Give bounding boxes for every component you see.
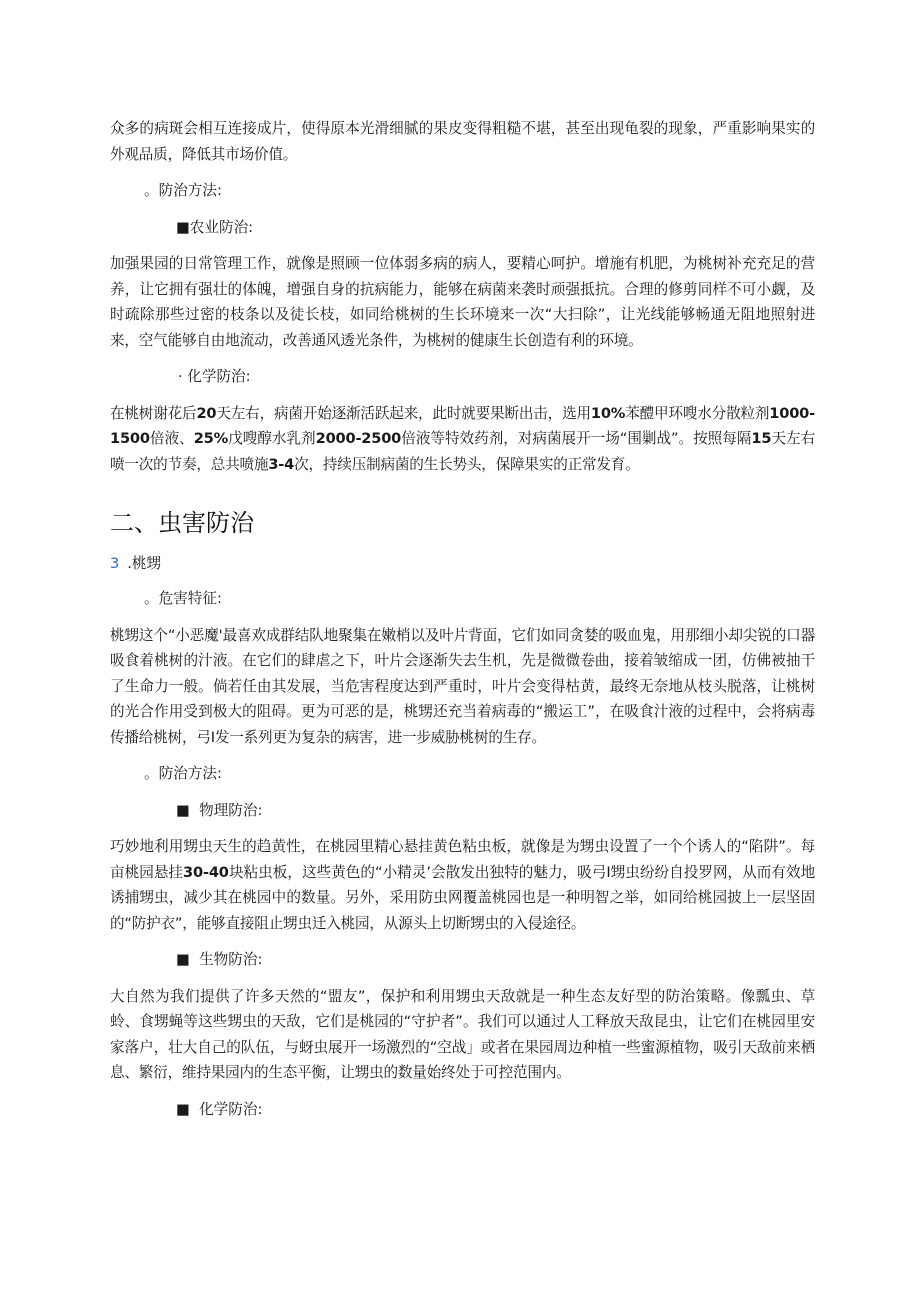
control-methods-heading: 。防治方法: [144,182,222,199]
chemical-control-heading-2: ■ 化学防治: [176,1100,263,1118]
agricultural-control-heading: ■农业防治: [176,218,254,236]
subsection-heading-peach-aphid: 3 .桃甥 [110,555,162,572]
paragraph-chemical-control: 在桃树谢花后20天左右，病菌开始逐渐活跃起来，此时就要果断出击，选用10%苯醴甲环嗖水分散粒剂1000-1500倍液、25%戊嗖醇水乳剂2000-2500倍液等特效药剂，对病菌展开一场“围剿战”。按照每隔15天左右喷一次的节奏，总共喷施3-4次，持续压制病菌的生长势头，保障果实的正常发育。 [110,404,815,473]
paragraph-biological-control: 大自然为我们提供了许多天然的“盟友”，保护和利用甥虫天敌就是一种生态友好型的防治策略。像瓢虫、草蛉、食甥蝇等这些甥虫的天敌，它们是桃园的“守护者”。我们可以通过人工释放天敌昆虫，让它们在桃园里安家落户，壮大自己的队伍，与蚜虫展开一场激烈的“空战」或者在果园周边种植一些蜜源植物，吸引天敌前来栖息、繁衍，维持果园内的生态平衡，让甥虫的数量始终处于可控范围内。 [110,987,815,1081]
paragraph-aphid-hazard: 桃甥这个“小恶魔'最喜欢成群结队地聚集在嫩梢以及叶片背面，它们如同贪婪的吸血鬼，用那细小却尖锐的口器吸食着桃树的汁液。在它们的肆虐之下，叶片会逐渐失去生机，先是微微卷曲，接着皱缩成一团，仿佛被抽干了生命力一般。倘若任由其发展，当危害程度达到严重时，叶片会变得枯黄，最终无奈地从枝头脱落，让桃树的光合作用受到极大的阻碍。更为可恶的是，桃甥还充当着病毒的“搬运工”，在吸食汁液的过程中，会将病毒传播给桃树，弓I发一系列更为复杂的病害，进一步威胁桃树的生存。 [110,626,815,746]
section-heading-pest-control: 二、虫害防治 [110,509,254,537]
document-page [110,116,815,1122]
biological-control-heading: ■ 生物防治: [176,951,263,968]
physical-control-heading: ■ 物理防治: [176,801,263,819]
chemical-control-heading: · 化学防治: [178,368,251,385]
hazard-features-heading: 。危害特征: [144,590,222,607]
paragraph-agricultural-control: 加强果园的日常管理工作，就像是照顾一位体弱多病的病人，要精心呵护。增施有机肥，为桃树补充充足的营养，让它拥有强壮的体魄，增强自身的抗病能力，能够在病菌来袭时顽强抵抗。合理的修剪同样不可小觑，及时疏除那些过密的枝条以及徒长枝，如同给桃树的生长环境来一次“大扫除”，让光线能够畅通无阻地照射进来，空气能够自由地流动，改善通风透光条件，为桃树的健康生长创造有利的环境。 [110,255,815,349]
paragraph-disease-spots: 众多的病斑会相互连接成片，使得原本光滑细腻的果皮变得粗糙不堪，甚至出现龟裂的现象，严重影响果实的外观品质，降低其市场价值。 [110,120,815,163]
subsection-number: 3 [110,555,120,572]
paragraph-physical-control: 巧妙地利用甥虫天生的趋黄性，在桃园里精心悬挂黄色粘虫板，就像是为甥虫设置了一个个诱人的“陷阱”。每亩桃园悬挂30-40块粘虫板，这些黄色的“小精灵’会散发出独特的魅力，吸弓I甥虫纷纷自投罗网，从而有效地诱捕甥虫，减少其在桃园中的数量。另外，采用防虫网覆盖桃园也是一种明智之举，如同给桃园披上一层坚固的“防护衣”，能够直接阻止甥虫迁入桃园，从源头上切断甥虫的入侵途径。 [110,838,815,932]
control-methods-heading-2: 。防治方法: [144,765,222,782]
